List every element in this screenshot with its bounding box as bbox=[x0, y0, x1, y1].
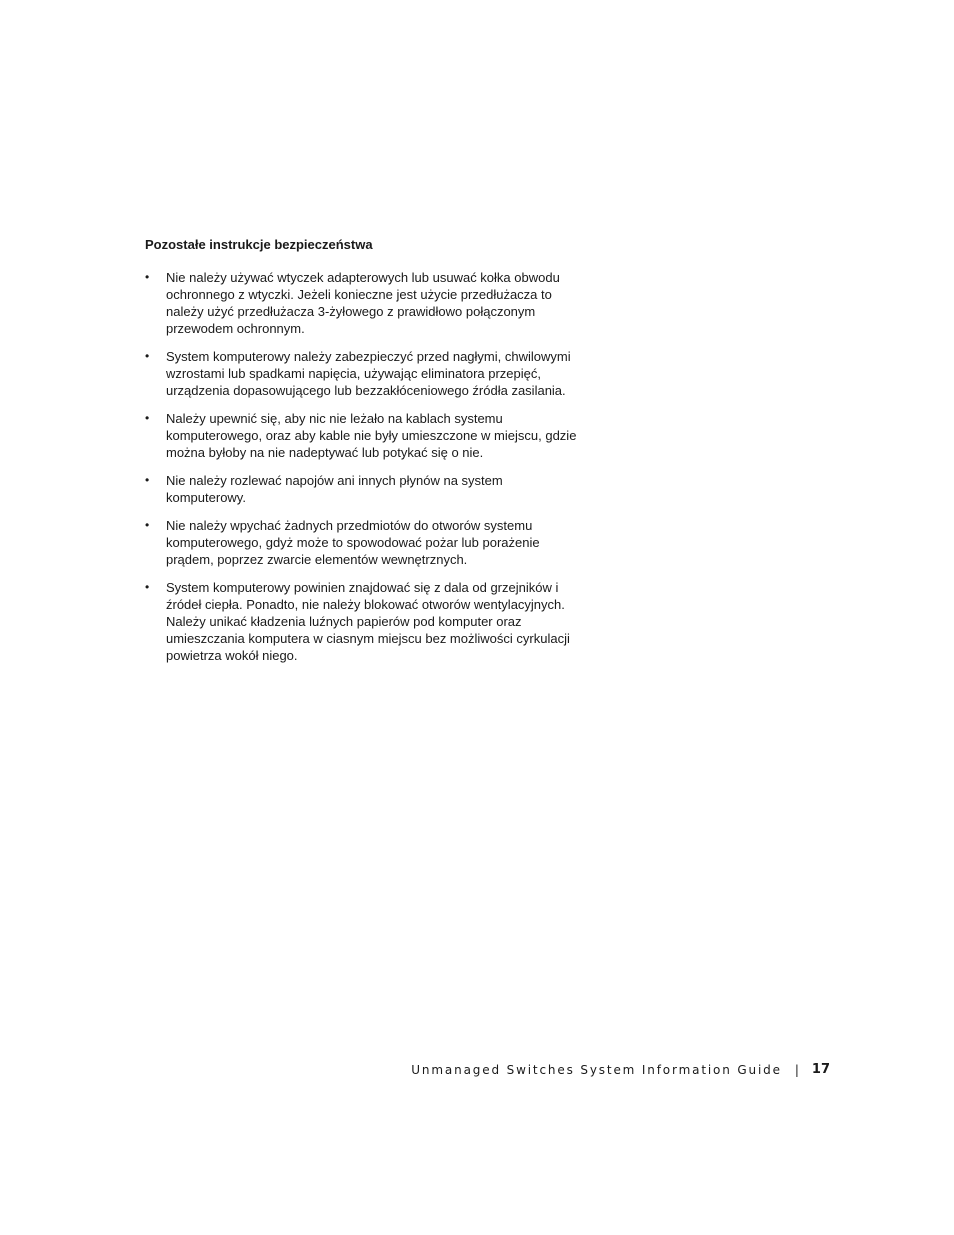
list-item-text: Nie należy wpychać żadnych przedmiotów do otworów systemu komputerowego, gdyż może to spowodować pożar lub porażenie prądem, poprzez zwarcie elementów wewnętrznych. bbox=[166, 518, 540, 567]
list-item-text: System komputerowy powinien znajdować się z dala od grzejników i źródeł ciepła. Ponadto, nie należy blokować otworów wentylacyjnych. Należy unikać kładzenia luźnych papierów pod komputer oraz umieszczania komputera w ciasnym miejscu bez możliwości cyrkulacji powietrza wokół niego. bbox=[166, 580, 570, 663]
bullet-icon: • bbox=[145, 473, 150, 487]
list-item-text: Nie należy używać wtyczek adapterowych lub usuwać kołka obwodu ochronnego z wtyczki. Jeżeli konieczne jest użycie przedłużacza to należy użyć przedłużacza 3-żyłowego z prawidłowo połączonym przewodem ochronnym. bbox=[166, 270, 560, 336]
bullet-icon: • bbox=[145, 411, 150, 425]
page-number: 17 bbox=[811, 1062, 830, 1077]
bullet-icon: • bbox=[145, 580, 150, 594]
list-item bbox=[145, 410, 585, 461]
bullet-icon: • bbox=[145, 349, 150, 363]
list-item-text: Należy upewnić się, aby nic nie leżało na kablach systemu komputerowego, oraz aby kable nie były umieszczone w miejscu, gdzie można byłoby na nie nadeptywać lub potykać się o nie. bbox=[166, 411, 577, 460]
bullet-icon: • bbox=[145, 518, 150, 532]
footer-separator: | bbox=[794, 1062, 799, 1077]
list-item bbox=[145, 269, 585, 337]
safety-section bbox=[145, 236, 585, 675]
guide-title: Unmanaged Switches System Information Guide bbox=[411, 1062, 782, 1077]
list-item-text: System komputerowy należy zabezpieczyć przed nagłymi, chwilowymi wzrostami lub spadkami napięcia, używając eliminatora przepięć, urządzenia dopasowującego lub bezzakłóceniowego źródła zasilania. bbox=[166, 349, 571, 398]
bullet-icon: • bbox=[145, 270, 150, 284]
safety-instructions-list bbox=[145, 269, 585, 664]
list-item bbox=[145, 348, 585, 399]
list-item bbox=[145, 579, 585, 664]
list-item bbox=[145, 517, 585, 568]
page-footer bbox=[411, 1062, 830, 1077]
list-item bbox=[145, 472, 585, 506]
section-title: Pozostałe instrukcje bezpieczeństwa bbox=[145, 237, 373, 252]
list-item-text: Nie należy rozlewać napojów ani innych płynów na system komputerowy. bbox=[166, 473, 503, 505]
